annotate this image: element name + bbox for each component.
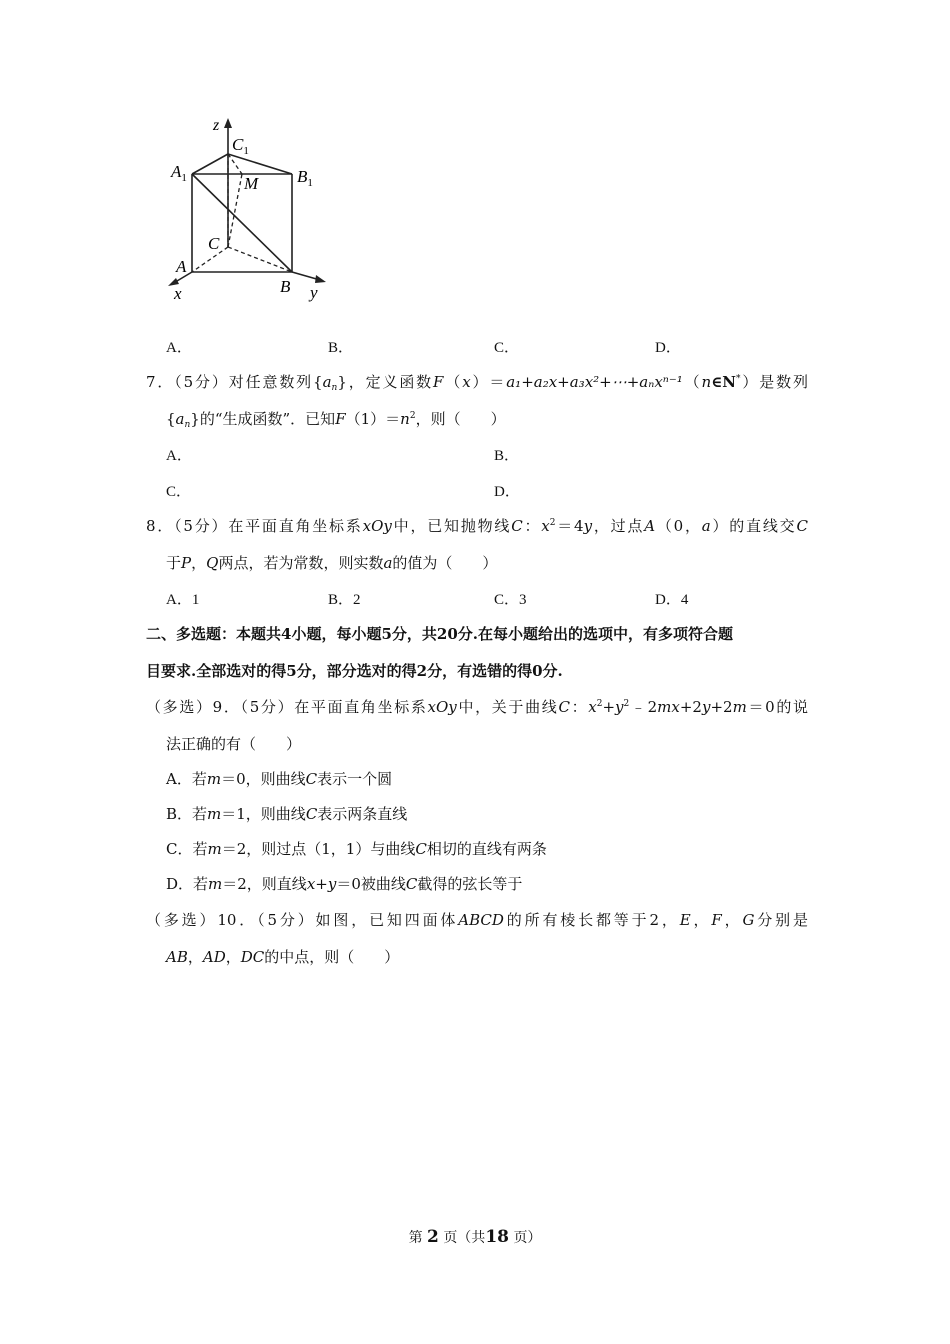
q10-line1: （多选）10．（5分）如图，已知四面体ABCD的所有棱长都等于2，E，F，G分别是 [146,911,808,929]
q9-line1: （多选）9．（5分）在平面直角坐标系xOy中，关于曲线C：$x^2+y^2﹣2mx+2y+2m=0$的说 [146,698,808,716]
label-z: z [213,117,220,134]
q7-line1: 7．（5分）对任意数列$\{a_n\}$，定义函数F（x）＝a₁+a₂x+a₃x²+⋯+aₙxⁿ⁻¹（n∈N*）是数列 [146,373,808,393]
label-x: x [174,284,182,303]
q6-option-d: D． [655,340,681,356]
label-m: M [244,174,259,193]
page-footer: 第 2 页（共18 页） [408,1227,542,1247]
label-c1: $C_1$ [232,135,249,157]
q10-line2: AB，AD，DC的中点，则（ ） [166,948,400,966]
q8-option-a: A．1 [166,592,200,608]
label-a1: $A_1$ [171,162,187,184]
q7-option-c: C． [166,484,192,500]
q6-option-a: A． [166,340,192,356]
q8-option-b: B．2 [328,592,361,608]
label-b: B [280,277,291,296]
section2-heading-line2: 目要求.全部选对的得5分，部分选对的得2分，有选错的得0分. [146,662,563,680]
label-a: A [176,257,187,276]
q9-line2: 法正确的有（ ） [166,735,302,753]
q8-option-c: C．3 [494,592,527,608]
label-y: y [310,283,318,302]
edge-c-b-dashed [228,247,292,272]
section2-heading-line1: 二、多选题：本题共4小题，每小题5分，共20分.在每小题给出的选项中，有多项符合题 [146,625,733,643]
edge-a1-c1 [192,154,228,174]
q6-option-c: C． [494,340,520,356]
q9-option-b: B．若m＝1，则曲线C表示两条直线 [166,805,408,823]
prism-figure [160,112,340,312]
edge-c1-b1 [228,154,292,174]
q6-option-b: B． [328,340,354,356]
q9-option-c: C．若m＝2，则过点（1，1）与曲线C相切的直线有两条 [166,840,547,858]
q7-option-a: A． [166,448,192,464]
q7-option-b: B． [494,448,520,464]
diagonal-a1-b [192,174,292,272]
label-c: C [208,234,220,253]
q7-line2: $\{a_n\}$的“生成函数”．已知$F(1)=n^2$，则（ ） [166,410,506,430]
q7-option-d: D． [494,484,520,500]
q8-option-d: D．4 [655,592,689,608]
q8-line1: 8．（5分）在平面直角坐标系xOy中，已知抛物线C：$x^2=4y$，过点A（0，a）的直线交C [146,517,808,535]
q9-option-d: D．若m＝2，则直线x+y＝0被曲线C截得的弦长等于 [166,875,523,893]
q9-option-a: A．若m＝0，则曲线C表示一个圆 [166,770,393,788]
label-b1: $B_1$ [297,167,313,189]
q8-line2: 于P，Q两点，若为常数，则实数a的值为（ ） [166,554,498,572]
